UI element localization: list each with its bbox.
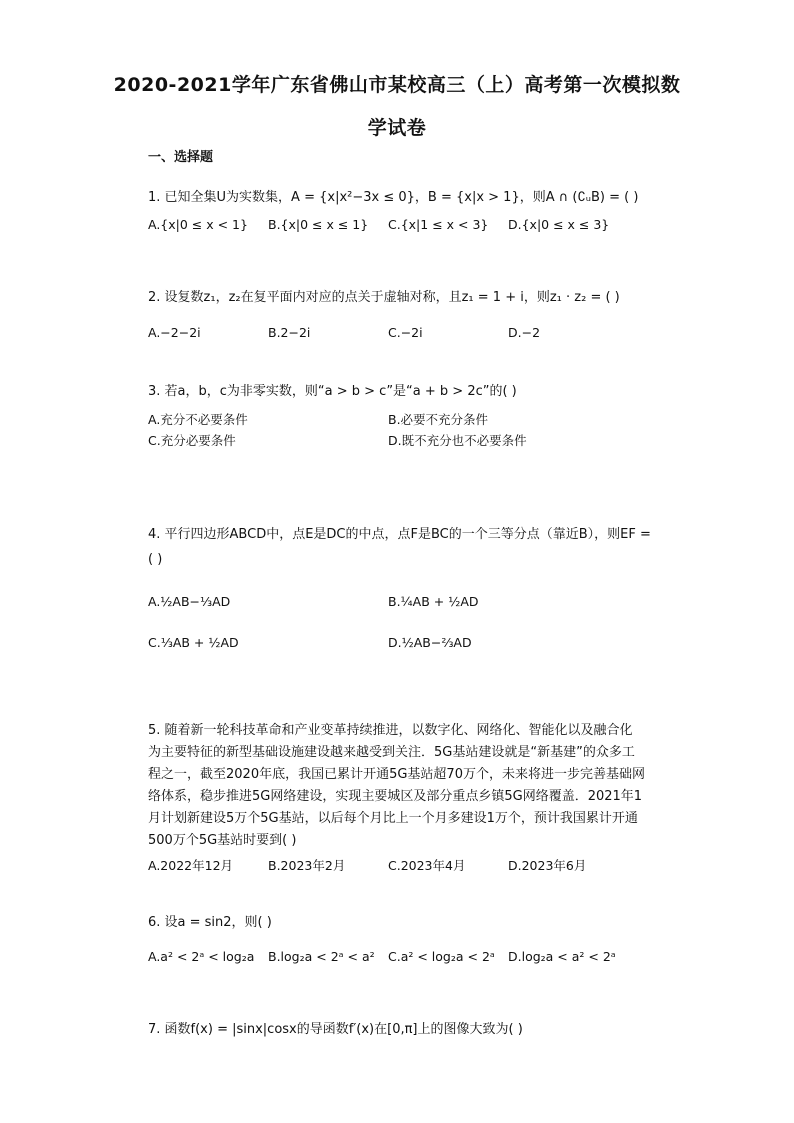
question-1-option-b: B.{x|0 ≤ x ≤ 1}: [268, 217, 369, 232]
question-5-line6: 500万个5G基站时要到( ): [148, 833, 297, 848]
question-6-option-d: D.log₂a < a² < 2ᵃ: [508, 949, 616, 964]
exam-title-line1: 2020-2021学年广东省佛山市某校高三（上）高考第一次模拟数: [113, 74, 681, 96]
question-1-option-a: A.{x|0 ≤ x < 1}: [148, 217, 248, 232]
question-3-option-a: A.充分不必要条件: [148, 412, 248, 427]
question-5-line2: 为主要特征的新型基础设施建设越来越受到关注．5G基站建设就是“新基建”的众多工: [148, 745, 635, 760]
question-4-option-a: A.½AB−⅓AD: [148, 594, 231, 609]
question-6-option-c: C.a² < log₂a < 2ᵃ: [388, 949, 495, 964]
question-1-stem: 1. 已知全集U为实数集，A = {x|x²−3x ≤ 0}，B = {x|x > 1}，则A ∩ (∁ᵤB) = ( ): [148, 190, 639, 205]
question-7-stem: 7. 函数f(x) = |sinx|cosx的导函数f′(x)在[0,π]上的图像大致为( ): [148, 1022, 523, 1037]
question-5-option-a: A.2022年12月: [148, 858, 234, 873]
question-4-stem-paren: ( ): [148, 552, 163, 567]
question-4-option-b: B.¼AB + ½AD: [388, 594, 479, 609]
question-4-stem: 4. 平行四边形ABCD中，点E是DC的中点，点F是BC的一个三等分点（靠近B），则EF =: [148, 527, 651, 542]
question-5-line4: 络体系，稳步推进5G网络建设，实现主要城区及部分重点乡镇5G网络覆盖．2021年1: [148, 789, 643, 804]
question-6-option-a: A.a² < 2ᵃ < log₂a: [148, 949, 255, 964]
question-2-option-a: A.−2−2i: [148, 325, 201, 340]
question-5-option-b: B.2023年2月: [268, 858, 346, 873]
question-5-line3: 程之一，截至2020年底，我国已累计开通5G基站超70万个，未来将进一步完善基础网: [148, 767, 645, 782]
question-1-option-d: D.{x|0 ≤ x ≤ 3}: [508, 217, 610, 232]
question-5-line5: 月计划新建设5万个5G基站，以后每个月比上一个月多建设1万个，预计我国累计开通: [148, 811, 638, 826]
question-3-option-c: C.充分必要条件: [148, 433, 236, 448]
question-2-option-d: D.−2: [508, 325, 541, 340]
question-2-stem: 2. 设复数z₁，z₂在复平面内对应的点关于虚轴对称，且z₁ = 1 + i，则z₁ · z₂ = ( ): [148, 290, 620, 305]
question-1-option-c: C.{x|1 ≤ x < 3}: [388, 217, 489, 232]
question-6-stem: 6. 设a = sin2，则( ): [148, 915, 272, 930]
question-2-option-c: C.−2i: [388, 325, 423, 340]
question-3-option-b: B.必要不充分条件: [388, 412, 489, 427]
question-3-stem: 3. 若a，b，c为非零实数，则“a > b > c”是“a + b > 2c”的( ): [148, 384, 517, 399]
question-2-option-b: B.2−2i: [268, 325, 311, 340]
question-5-option-d: D.2023年6月: [508, 858, 587, 873]
question-4-option-c: C.⅓AB + ½AD: [148, 635, 239, 650]
question-3-option-d: D.既不充分也不必要条件: [388, 433, 527, 448]
question-4-option-d: D.½AB−⅔AD: [388, 635, 472, 650]
exam-title-line2: 学试卷: [367, 117, 427, 139]
question-5-option-c: C.2023年4月: [388, 858, 466, 873]
question-6-option-b: B.log₂a < 2ᵃ < a²: [268, 949, 375, 964]
question-5-line1: 5. 随着新一轮科技革命和产业变革持续推进，以数字化、网络化、智能化以及融合化: [148, 723, 633, 738]
section-heading: 一、选择题: [148, 150, 214, 165]
